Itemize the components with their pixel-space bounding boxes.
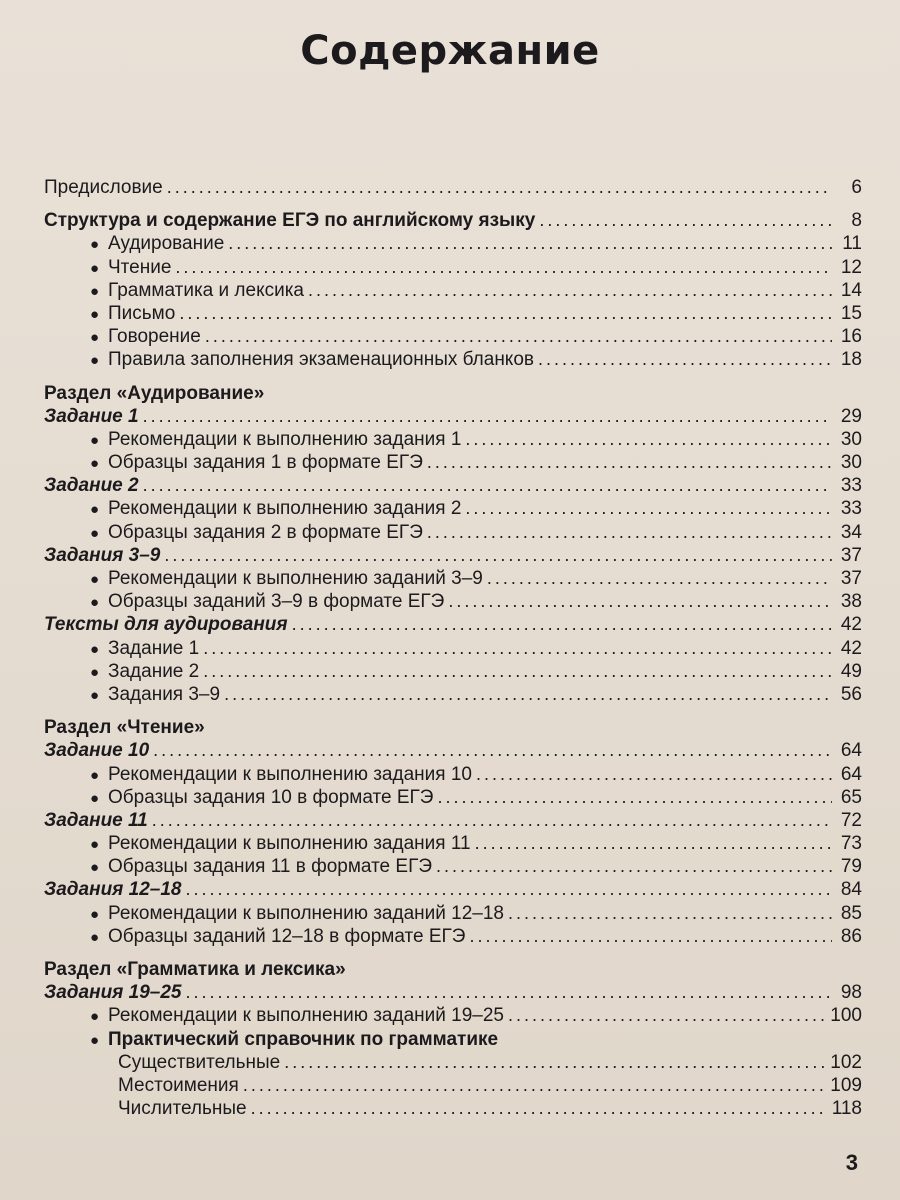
bullet-icon: ● xyxy=(90,524,100,542)
toc-page-number: 56 xyxy=(840,683,862,705)
toc-leader-dots xyxy=(143,405,832,428)
toc-entry-label: Образцы заданий 3–9 в формате ЕГЭ xyxy=(108,591,445,613)
toc-entry xyxy=(44,1074,862,1097)
toc-leader-dots xyxy=(203,660,832,683)
toc-page-number: 85 xyxy=(840,902,862,924)
toc-page-number: 72 xyxy=(840,809,862,831)
toc-page-number: 42 xyxy=(840,637,862,659)
toc-entry-label: Рекомендации к выполнению задания 2 xyxy=(108,498,462,520)
toc-entry xyxy=(44,325,862,348)
toc-entry-label: Задание 1 xyxy=(44,405,139,427)
toc-entry xyxy=(44,474,862,497)
toc-entry-label: Задание 2 xyxy=(108,660,200,682)
toc-entry-label: Рекомендации к выполнению задания 10 xyxy=(108,763,472,785)
toc-page-number: 12 xyxy=(840,256,862,278)
toc-page-number: 18 xyxy=(840,349,862,371)
bullet-icon: ● xyxy=(90,282,100,300)
bullet-icon: ● xyxy=(90,686,100,704)
toc-page-number: 98 xyxy=(840,982,862,1004)
toc-entry xyxy=(44,660,862,683)
toc-page-number: 42 xyxy=(840,614,862,636)
toc-entry-label: Письмо xyxy=(108,302,176,324)
toc-leader-dots xyxy=(153,739,832,762)
toc-leader-dots xyxy=(185,878,832,901)
toc-page-number: 14 xyxy=(840,279,862,301)
toc-entry xyxy=(44,232,862,255)
bullet-icon: ● xyxy=(90,836,100,854)
toc-entry-label: Задание 10 xyxy=(44,740,150,762)
toc-entry xyxy=(44,809,862,832)
toc-section-heading xyxy=(44,716,862,739)
toc-page-number: 6 xyxy=(851,177,862,198)
toc-page-number: 34 xyxy=(840,521,862,543)
bullet-icon: ● xyxy=(90,859,100,877)
toc-entry-label: Аудирование xyxy=(108,233,225,255)
toc-leader-dots xyxy=(469,925,832,948)
toc-leader-dots xyxy=(292,613,832,636)
toc-leader-dots xyxy=(205,325,832,348)
toc-entry xyxy=(44,279,862,302)
toc-gap xyxy=(44,706,862,716)
toc-leader-dots xyxy=(508,1004,826,1027)
toc-entry-label: Рекомендации к выполнению заданий 12–18 xyxy=(108,902,504,924)
toc-leader-dots xyxy=(427,521,832,544)
toc-section-heading xyxy=(44,958,862,981)
toc-entry-label: Рекомендации к выполнению задания 1 xyxy=(108,428,462,450)
toc-entry xyxy=(44,981,862,1004)
toc-leader-dots xyxy=(179,302,832,325)
toc-entry xyxy=(44,1004,862,1027)
toc-entry-label: Тексты для аудирования xyxy=(44,614,288,636)
toc-entry xyxy=(44,1028,862,1051)
toc-entry-label: Существительные xyxy=(118,1051,281,1073)
toc-entry-label: Образцы задания 1 в формате ЕГЭ xyxy=(108,452,423,474)
toc-entry xyxy=(44,902,862,925)
toc-entry xyxy=(44,567,862,590)
toc-entry xyxy=(44,613,862,636)
toc-leader-dots xyxy=(475,832,832,855)
toc-page-number: 37 xyxy=(840,568,862,589)
toc-entry xyxy=(44,428,862,451)
toc-page-number: 65 xyxy=(840,786,862,808)
toc-entry xyxy=(44,451,862,474)
toc-entry-label: Чтение xyxy=(108,256,172,278)
toc-page-number: 30 xyxy=(840,452,862,474)
toc-gap xyxy=(44,199,862,209)
toc-leader-dots xyxy=(538,348,832,371)
toc-page-number: 33 xyxy=(840,498,862,520)
toc-page-number: 33 xyxy=(840,475,862,497)
bullet-icon: ● xyxy=(90,236,100,254)
bullet-icon: ● xyxy=(90,455,100,473)
toc-entry-label: Местоимения xyxy=(118,1074,239,1096)
bullet-icon: ● xyxy=(90,571,100,588)
bullet-icon: ● xyxy=(90,1008,100,1026)
bullet-icon: ● xyxy=(90,640,100,658)
bullet-icon: ● xyxy=(90,928,100,946)
toc-entry-label: Задание 1 xyxy=(108,637,200,659)
toc-entry xyxy=(44,544,862,567)
toc-entry-label: Говорение xyxy=(108,326,201,348)
toc-entry xyxy=(44,637,862,660)
bullet-icon: ● xyxy=(90,501,100,519)
toc-entry xyxy=(44,763,862,786)
toc-entry-label: Задания 19–25 xyxy=(44,982,182,1004)
toc-page-number: 64 xyxy=(840,740,862,762)
toc-leader-dots xyxy=(465,428,832,451)
toc-entry xyxy=(44,302,862,325)
bullet-icon: ● xyxy=(90,594,100,612)
toc-leader-dots xyxy=(164,544,832,567)
toc-page-number: 64 xyxy=(840,763,862,785)
toc-entry xyxy=(44,1051,862,1074)
toc-leader-dots xyxy=(143,474,832,497)
toc-entry-label: Рекомендации к выполнению задания 11 xyxy=(108,833,471,855)
toc-entry-label: Рекомендации к выполнению заданий 19–25 xyxy=(108,1005,504,1027)
toc-page-number: 38 xyxy=(840,591,862,613)
toc-leader-dots xyxy=(284,1051,826,1074)
toc-entry xyxy=(44,348,862,371)
toc-entry-label: Раздел «Аудирование» xyxy=(44,382,265,404)
toc-leader-dots xyxy=(539,209,832,232)
toc-entry xyxy=(44,925,862,948)
toc-entry-label: Структура и содержание ЕГЭ по английскому языку xyxy=(44,210,536,232)
bullet-icon: ● xyxy=(90,663,100,681)
toc-page-number: 49 xyxy=(840,660,862,682)
toc-page-number: 37 xyxy=(840,544,862,566)
toc-leader-dots xyxy=(243,1074,826,1097)
toc-page-number: 29 xyxy=(840,405,862,427)
toc-entry-label: Предисловие xyxy=(44,177,163,198)
bullet-icon: ● xyxy=(90,259,100,277)
toc-leader-dots xyxy=(508,902,832,925)
toc-entry xyxy=(44,256,862,279)
toc-leader-dots xyxy=(465,497,832,520)
toc-entry-label: Образцы задания 2 в формате ЕГЭ xyxy=(108,521,423,543)
toc-entry-label: Задания 12–18 xyxy=(44,879,182,901)
bullet-icon: ● xyxy=(90,905,100,923)
toc-entry xyxy=(44,786,862,809)
toc-page-number: 79 xyxy=(840,856,862,878)
toc-entry-label: Числительные xyxy=(118,1098,247,1120)
toc-entry xyxy=(44,405,862,428)
toc-page-number: 11 xyxy=(842,233,862,255)
toc-entry-label: Правила заполнения экзаменационных бланков xyxy=(108,349,534,371)
page-number: 3 xyxy=(845,1150,858,1175)
toc-entry-label: Грамматика и лексика xyxy=(108,279,305,301)
toc-entry-label: Образцы задания 11 в формате ЕГЭ xyxy=(108,856,433,878)
toc-leader-dots xyxy=(448,590,832,613)
bullet-icon: ● xyxy=(90,305,100,323)
toc-entry-label: Практический справочник по грамматике xyxy=(108,1028,499,1050)
toc-page-number: 86 xyxy=(840,925,862,947)
toc-entry xyxy=(44,521,862,544)
toc-entry xyxy=(44,209,862,232)
toc-page-number: 102 xyxy=(830,1051,862,1073)
toc-page-number: 30 xyxy=(840,428,862,450)
bullet-icon: ● xyxy=(90,352,100,370)
bullet-icon: ● xyxy=(90,1031,100,1049)
toc-leader-dots xyxy=(152,809,832,832)
toc-leader-dots xyxy=(224,683,832,706)
toc-page-number: 73 xyxy=(840,833,862,855)
toc-gap xyxy=(44,372,862,382)
toc-entry xyxy=(44,1097,862,1120)
bullet-icon: ● xyxy=(90,431,100,449)
toc-leader-dots xyxy=(476,763,832,786)
toc-entry-label: Образцы задания 10 в формате ЕГЭ xyxy=(108,786,434,808)
toc-leader-dots xyxy=(437,786,832,809)
toc-entry-label: Задания 3–9 xyxy=(108,683,221,705)
toc-leader-dots xyxy=(308,279,832,302)
bullet-icon: ● xyxy=(90,329,100,347)
toc-leader-dots xyxy=(203,637,832,660)
toc-entry-label: Рекомендации к выполнению заданий 3–9 xyxy=(108,568,483,589)
toc-leader-dots xyxy=(167,176,832,199)
toc-entry-label: Задание 11 xyxy=(44,809,148,831)
toc-entry xyxy=(44,176,862,199)
toc-entry xyxy=(44,683,862,706)
toc-entry-label: Раздел «Грамматика и лексика» xyxy=(44,959,346,980)
toc-page-number: 16 xyxy=(840,326,862,348)
toc-entry xyxy=(44,878,862,901)
toc-entry xyxy=(44,497,862,520)
table-of-contents xyxy=(44,176,862,1120)
toc-leader-dots xyxy=(436,855,832,878)
toc-entry-label: Задания 3–9 xyxy=(44,544,161,566)
toc-entry xyxy=(44,855,862,878)
toc-page-number: 15 xyxy=(840,302,862,324)
bullet-icon: ● xyxy=(90,789,100,807)
page-title: Содержание xyxy=(300,28,600,74)
toc-entry xyxy=(44,832,862,855)
bullet-icon: ● xyxy=(90,766,100,784)
toc-page-number: 118 xyxy=(831,1098,862,1120)
toc-page-number: 109 xyxy=(830,1074,862,1096)
toc-entry-label: Задание 2 xyxy=(44,475,139,497)
toc-leader-dots xyxy=(487,567,832,590)
toc-entry-label: Раздел «Чтение» xyxy=(44,717,205,739)
toc-leader-dots xyxy=(251,1097,828,1120)
toc-leader-dots xyxy=(228,232,832,255)
toc-page-number: 84 xyxy=(840,879,862,901)
toc-section-heading xyxy=(44,382,862,405)
toc-page-number: 100 xyxy=(830,1005,862,1027)
toc-entry-label: Образцы заданий 12–18 в формате ЕГЭ xyxy=(108,925,466,947)
toc-entry xyxy=(44,739,862,762)
toc-gap xyxy=(44,948,862,958)
toc-entry xyxy=(44,590,862,613)
toc-leader-dots xyxy=(175,256,832,279)
toc-leader-dots xyxy=(427,451,832,474)
toc-page-number: 8 xyxy=(851,210,862,232)
toc-leader-dots xyxy=(185,981,832,1004)
